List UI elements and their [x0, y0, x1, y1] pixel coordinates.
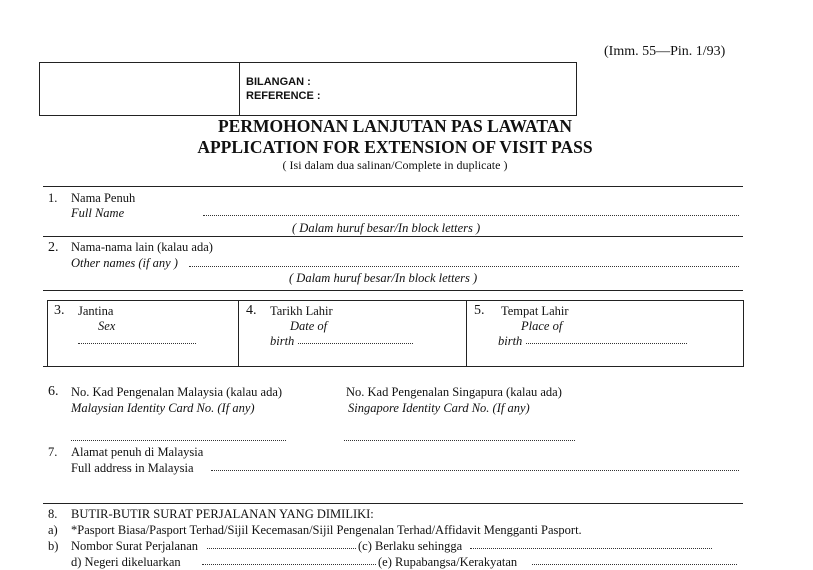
q7-label-malay: Alamat penuh di Malaysia: [71, 445, 204, 459]
q2-label-english: Other names (if any ): [71, 256, 178, 270]
reference-box: [39, 62, 577, 116]
travel-document-number-field[interactable]: [207, 548, 356, 549]
q6-malaysia-english: Malaysian Identity Card No. (If any): [71, 401, 255, 415]
q8-number: 8.: [48, 507, 58, 521]
q8-a-text: *Pasport Biasa/Pasport Terhad/Sijil Kecemasan/Sijil Pengenalan Terhad/Affidavit Mengganti Pasport.: [71, 523, 582, 537]
reference-label: REFERENCE :: [246, 90, 321, 102]
divider: [43, 503, 743, 504]
divider: [43, 236, 743, 237]
divider: [43, 186, 743, 187]
reference-box-divider: [239, 62, 240, 115]
q8-heading: BUTIR-BUTIR SURAT PERJALANAN YANG DIMILIKI:: [71, 507, 374, 521]
personal-details-box: [47, 300, 744, 367]
divider: [43, 366, 743, 367]
title-english: APPLICATION FOR EXTENSION OF VISIT PASS: [197, 137, 593, 157]
q8-b-text: Nombor Surat Perjalanan: [71, 539, 199, 553]
q3-label-english: Sex: [98, 319, 116, 333]
q2-number: 2.: [48, 240, 59, 255]
address-field[interactable]: [211, 470, 739, 471]
q5-label-malay: Tempat Lahir: [501, 304, 569, 318]
q1-number: 1.: [48, 191, 58, 205]
q6-malaysia-malay: No. Kad Pengenalan Malaysia (kalau ada): [71, 385, 283, 399]
title-note: ( Isi dalam dua salinan/Complete in duplicate ): [282, 158, 508, 172]
date-of-birth-field[interactable]: [298, 343, 413, 344]
q8-d-text: d) Negeri dikeluarkan: [71, 555, 181, 569]
box-divider: [466, 300, 467, 366]
q4-label-english-1: Date of: [290, 319, 328, 333]
q4-number: 4.: [246, 303, 257, 318]
q1-label-english: Full Name: [71, 206, 125, 220]
form-code: (Imm. 55—Pin. 1/93): [604, 44, 726, 59]
q3-label-malay: Jantina: [78, 304, 114, 318]
q6-singapore-malay: No. Kad Pengenalan Singapura (kalau ada): [346, 385, 562, 399]
bilangan-label: BILANGAN :: [246, 76, 311, 88]
q4-label-malay: Tarikh Lahir: [270, 304, 333, 318]
malaysian-ic-field[interactable]: [71, 440, 286, 441]
q6-singapore-english: Singapore Identity Card No. (If any): [348, 401, 530, 415]
q4-label-english-2: birth: [270, 334, 295, 348]
q2-label-malay: Nama-nama lain (kalau ada): [71, 240, 213, 254]
q7-label-english: Full address in Malaysia: [71, 461, 194, 475]
title-malay: PERMOHONAN LANJUTAN PAS LAWATAN: [217, 116, 573, 136]
q7-number: 7.: [48, 445, 58, 459]
box-divider: [238, 300, 239, 366]
q5-number: 5.: [474, 303, 485, 318]
divider: [43, 290, 743, 291]
q8-e-text: (e) Rupabangsa/Kerakyatan: [378, 555, 518, 569]
full-name-field[interactable]: [203, 215, 739, 216]
valid-until-field[interactable]: [470, 548, 712, 549]
q8-b-label: b): [48, 539, 59, 553]
q1-label-malay: Nama Penuh: [71, 191, 136, 205]
sex-field[interactable]: [78, 343, 196, 344]
q1-hint: ( Dalam huruf besar/In block letters ): [292, 221, 481, 235]
q6-number: 6.: [48, 384, 59, 399]
q2-hint: ( Dalam huruf besar/In block letters ): [289, 271, 478, 285]
singapore-ic-field[interactable]: [344, 440, 575, 441]
q5-label-english-1: Place of: [521, 319, 563, 333]
other-names-field[interactable]: [189, 266, 739, 267]
q3-number: 3.: [54, 303, 65, 318]
q5-label-english-2: birth: [498, 334, 523, 348]
q8-c-text: (c) Berlaku sehingga: [358, 539, 463, 553]
place-of-birth-field[interactable]: [526, 343, 687, 344]
q8-a-label: a): [48, 523, 58, 537]
